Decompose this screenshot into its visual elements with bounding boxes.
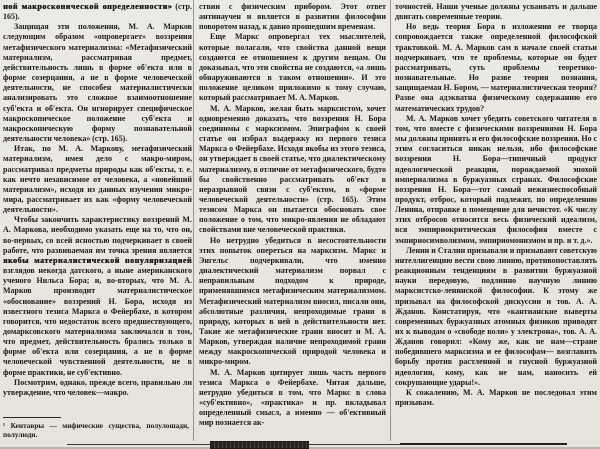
bottom-rule-hatched-block (210, 441, 309, 449)
paragraph (395, 114, 597, 246)
paragraph (395, 22, 597, 113)
text-run: М. А. Марков цитирует лишь часть первого тезиса Маркса о Фейербахе. Читая дальше, нетрудно убедиться в том, что Маркс в слова «суб'ективно», «практика» и пр. вкладывал определенный смысл, а именно — об'ективный мир познается ак- (199, 367, 386, 428)
text-run: Ленин и Сталин призывали и призывают советскую интеллигенцию вести свою линию, противопоставлять реакционным тенденциям в развитии буржуазной науки передовую, подлинно научную линию марксистско-ленинской философии. К этому же призывал на философской дискуссии и тов. А. А. Жданов. Констатируя, что «кантианские выверты современных буржуазных атомных физиков приводят их к выводам о «свободе воли» у электрона», тов. А. А. Жданов говорил: «Кому же, как не нам—стране победившего марксизма и ее философам— возглавить борьбу против растленной и гнусной буржуазной идеологии, кому, как не нам, наносить ей сокрушающие удары!». (395, 245, 597, 387)
paragraph (3, 2, 192, 22)
column-divider-left (193, 0, 194, 441)
text-run: точностей. Наши ученые должны усваивать и дальше двигать современные теории. (395, 2, 597, 22)
paragraph (395, 246, 597, 388)
text-run: М. А. Марков хочет убедить советского читателя в том, что вместе с физическими воззрениями Н. Бора мы должны принять и его философские воззрения. Но с этим согласиться никак нельзя, ибо философские воззрения Н. Бора—типичный продукт идеологической реакции, порождаемой эпохой империализма в буржуазных странах. Философские воззрения Н. Бора—тот самый нежизнеспособный продукт, отброс, который подлежит, по определению Ленина, отправке в помещение для нечистот. «К числу этих отбросов относится весь физический идеализм, вся эмпириокритическая философия вместе с эмпириосимволизмом, эмпириомонизмом и пр. и т. д.». (395, 113, 597, 245)
paragraph (3, 215, 192, 378)
paragraph (3, 378, 192, 398)
text-run: Еще Маркс опровергал тех мыслителей, которые полагали, что свойства данной вещи создаются ее отношением к другим вещам. Он доказывал, что эти свойства не создаются, «а лишь обнаруживаются в таком отношении». И это положение целиком приложимо к тому случаю, который рассматривает М. А. Марков. (199, 32, 386, 103)
text-run: Но нетрудно убедиться в несостоятельности этих попыток опереться на марксизм. Маркс и Энгельс подчеркивали, что именно диалектический материализм порвал с неправильным подходом к природе, применявшимся метафизическим материализмом. Метафизический материализм вносил, писали они, абсолютные различия, непроходимые грани в природу, которых в ней в действительности нет. Такие же метафизические грани вносит и М. А. Марков, утверждая наличие непроходимой грани между макроскопической природой человека и микро-миром. (199, 235, 386, 367)
text-run: Итак, по М. А. Маркову, метафизический материализм, имея дело с макро-миром, рассматривал предметы природы как об'екты, т. е. как нечто независимое от человека, а «новейший материализм», исходя из данных изучения микро-мира, рассматривает их как «форму человеческой деятельности». (3, 144, 192, 215)
paragraph (199, 104, 386, 236)
text-run: Чтобы закончить характеристику воззрений М. А. Маркова, необходимо указать еще на то, что он, во-первых, со всей ясностью подчеркивает в своей работе, что развиваемая им точка зрения является (3, 215, 192, 255)
paragraph (199, 236, 386, 368)
text-run: взглядов некогда датского, а ныне американского ученого Нильса Бора; и, во-вторых, что М. А. Марков производит материалистическое «обоснование» воззрений Н. Бора, исходя из известного тезиса Маркса о Фейербахе, в котором говорится, что недостаток всего предшествующего, домарксовского материализма заключался в том, что предмет, действительность брались только в форме об'екта или созерцания, а не в форме человеческой чувственной деятельности, не в форме практики, не суб'ективно. (3, 266, 192, 377)
emphasized-phrase: якобы материалистической популяризацией (3, 255, 192, 265)
text-run: Но ведь теория Бора в изложении ее творца сопровождается также определенной философской трактовкой. М. А. Марков сам в начале своей статьи подчеркивает, что те проблемы, которые он будет рассматривать, суть проблемы теоретико-познавательные. Но разве теория познания, защищаемая Н. Бором, — материалистическая теория? Разве она адэкватна физическому содержанию его математических трудов? (395, 22, 597, 113)
paragraph (3, 22, 192, 144)
paragraph (199, 2, 386, 32)
column-divider-right (390, 0, 391, 441)
paragraph (199, 368, 386, 429)
paragraph (395, 2, 597, 22)
text-run: К сожалению, М. А. Марков не последовал этим призывам. (395, 387, 597, 408)
text-run: Защищая эти положения, М. А. Марков следующим образом «опровергает» воззрения метафизического материализма: «Метафизический материализм, рассматривая предмет, действительность лишь в форме об'екта или в форме созерцания, а не в форме человеческой деятельности, не способен материалистически анализировать это сложное взаимоотношение суб'екта и об'екта. Он игнорирует специфическое макроскопическое положение суб'екта и макроскопическую форму познавательной деятельности человека» (стр. 165). (3, 22, 192, 144)
paragraph (3, 144, 192, 215)
text-column-middle (199, 2, 386, 438)
text-run: (стр. 165). (3, 2, 192, 22)
footnote-separator-rule (3, 417, 61, 418)
text-run: Посмотрим, однако, прежде всего, правильно ли утверждение, что человек—макро. (3, 377, 192, 397)
text-run: М. А. Марков, желая быть марксистом, хочет одновременно доказать, что воззрения Н. Бора соединимы с марксизмом. Эпиграфом к своей статье он избрал выдержку из первого тезиса Маркса о Фейербахе. Исходя якобы из этого тезиса, он утверждает в своей статье, что диалектическому материализму, в отличие от метафизического, будто бы свойственно рассматривать об'ект в неразрывной связи с суб'ектом, в «форме человеческой деятельности» (стр. 165). Этим тезисом Маркса он пытается обосновать свое положение о том, что микро-явления не обладают свойствами вне человеческой практики. (199, 103, 386, 235)
emphasized-phrase: ной макроскопической определенности» (3, 2, 173, 11)
text-column-left (3, 2, 192, 412)
text-column-right (395, 2, 597, 426)
paragraph (199, 32, 386, 103)
footnote: ¹ Кентавры — мифические существа, полулошади, полулюди. (3, 421, 189, 439)
bottom-rule-right (400, 443, 567, 445)
text-run: ствии с физическим прибором. Этот ответ антинаучен и является в развитии философии поворотом назад, к давно прошедшим временам. (199, 2, 386, 32)
paragraph (395, 388, 597, 408)
